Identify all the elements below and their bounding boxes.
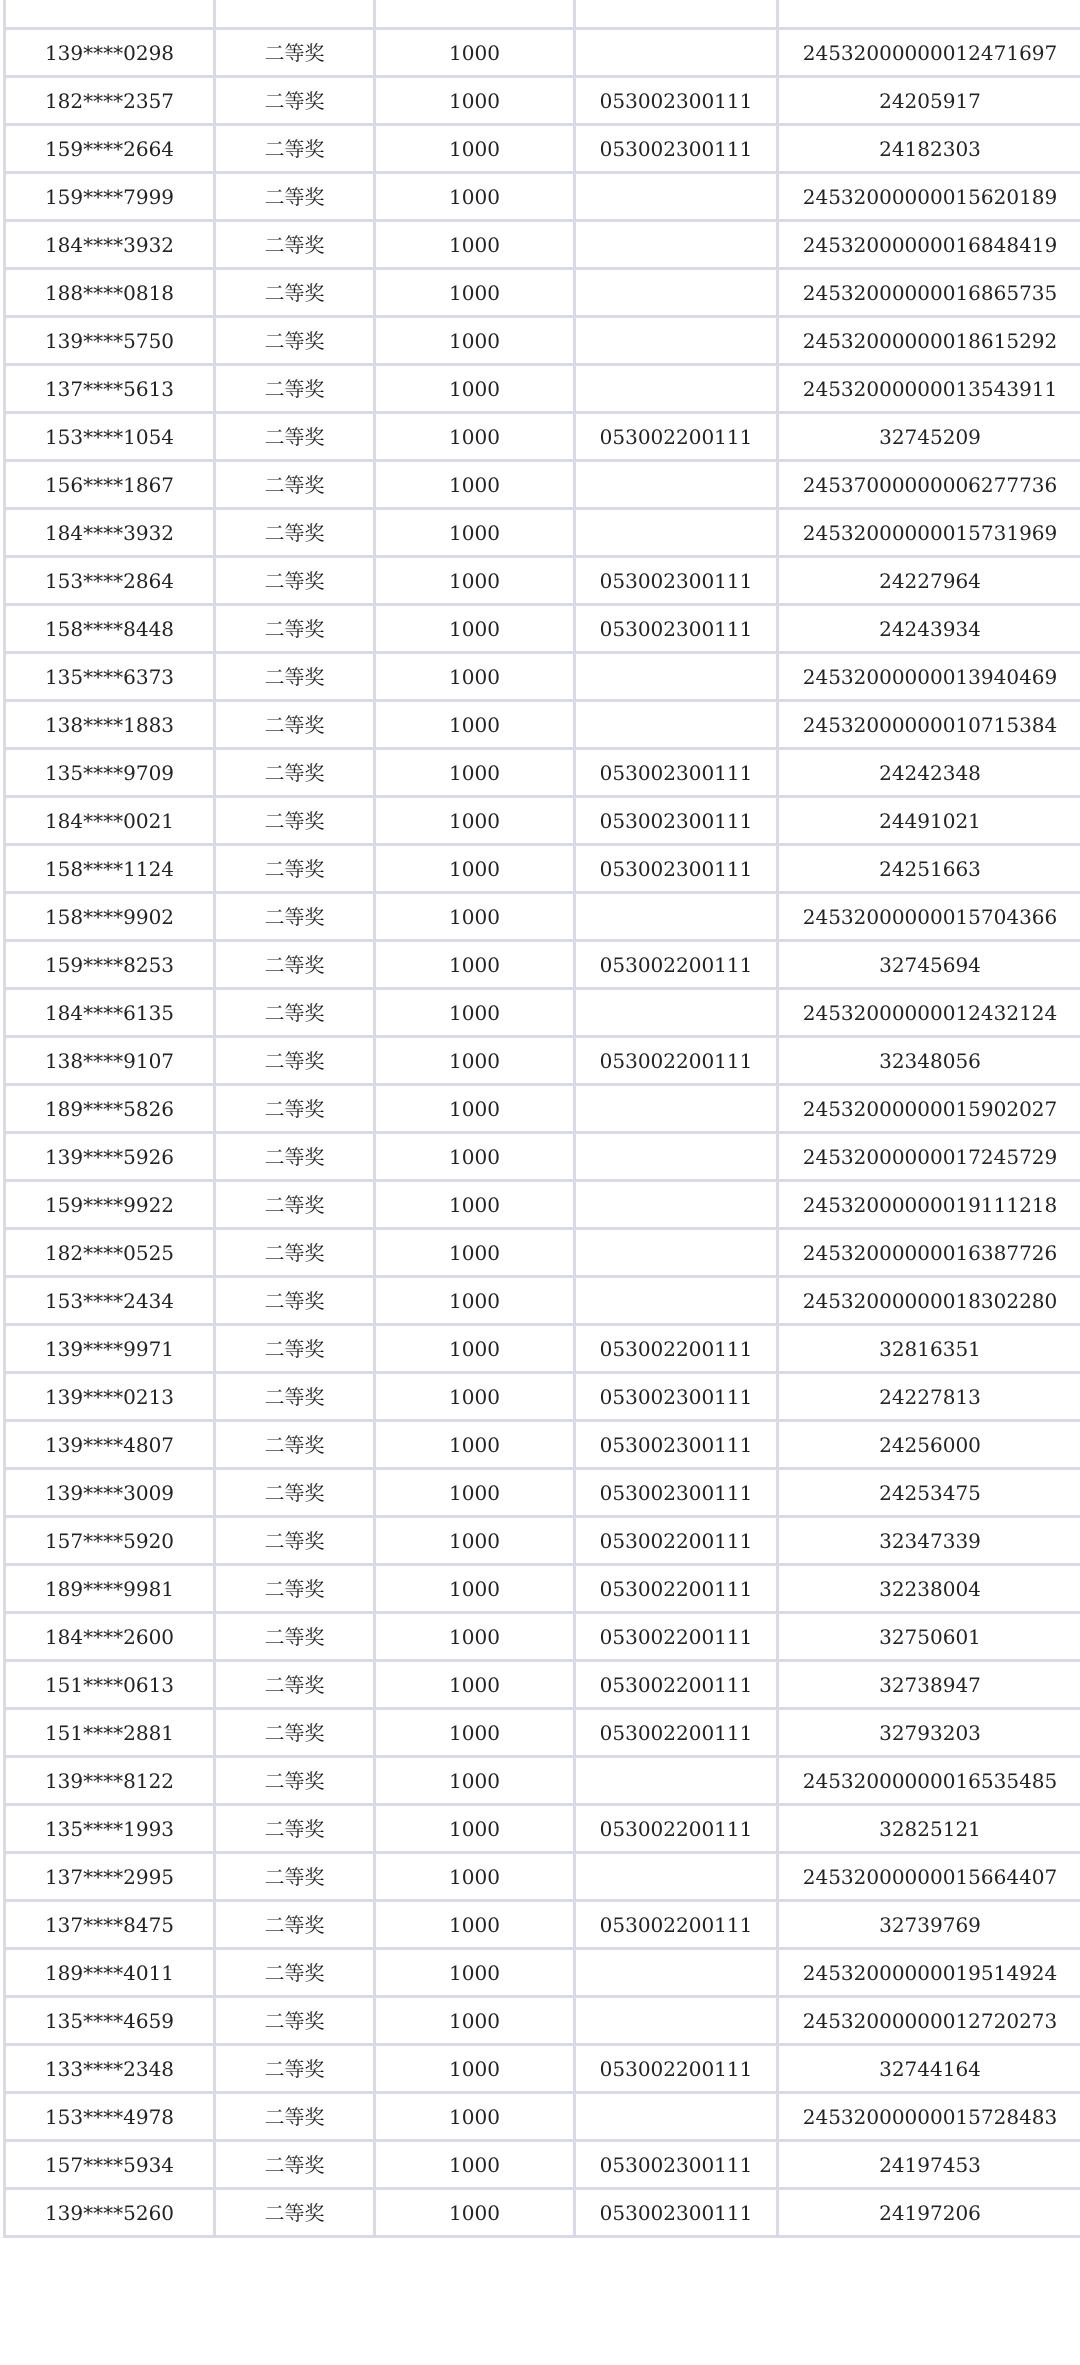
prize-level-cell: 二等奖 — [215, 1949, 375, 1997]
invoice-number-cell: 24227813 — [778, 1373, 1080, 1421]
amount-cell: 1000 — [375, 1133, 575, 1181]
phone-cell: 133****2348 — [5, 2045, 215, 2093]
table-row — [5, 1085, 1080, 1133]
amount-cell: 1000 — [375, 1421, 575, 1469]
amount-cell: 1000 — [375, 1901, 575, 1949]
phone-cell: 188****0818 — [5, 269, 215, 317]
phone-cell: 137****5613 — [5, 365, 215, 413]
prize-level-cell: 二等奖 — [215, 1133, 375, 1181]
phone-cell: 189****5826 — [5, 1085, 215, 1133]
prize-level-cell: 二等奖 — [215, 893, 375, 941]
table-row — [5, 2045, 1080, 2093]
invoice-number-cell: 24532000000015664407 — [778, 1853, 1080, 1901]
invoice-code-cell — [575, 1133, 778, 1181]
amount-cell: 1000 — [375, 1229, 575, 1277]
table-row — [5, 2189, 1080, 2237]
invoice-code-cell — [575, 221, 778, 269]
prize-level-cell: 二等奖 — [215, 1469, 375, 1517]
prize-level-cell: 二等奖 — [215, 125, 375, 173]
prize-level-cell: 二等奖 — [215, 509, 375, 557]
phone-cell: 157****5934 — [5, 2141, 215, 2189]
invoice-number-cell: 24532000000016535485 — [778, 1757, 1080, 1805]
amount-cell: 1000 — [375, 29, 575, 77]
amount-cell: 1000 — [375, 797, 575, 845]
invoice-number-cell: 24532000000010715384 — [778, 701, 1080, 749]
amount-cell: 1000 — [375, 2141, 575, 2189]
invoice-number-cell: 24227964 — [778, 557, 1080, 605]
amount-cell: 1000 — [375, 1469, 575, 1517]
amount-cell: 1000 — [375, 221, 575, 269]
phone-cell: 139****5926 — [5, 1133, 215, 1181]
invoice-number-cell: 24532000000015620189 — [778, 173, 1080, 221]
invoice-number-cell: 32744164 — [778, 2045, 1080, 2093]
prize-level-cell: 二等奖 — [215, 2093, 375, 2141]
invoice-number-cell: 32750601 — [778, 1613, 1080, 1661]
phone-cell: 153****2864 — [5, 557, 215, 605]
invoice-number-cell: 32738947 — [778, 1661, 1080, 1709]
invoice-number-cell: 24532000000018615292 — [778, 317, 1080, 365]
amount-cell: 1000 — [375, 1613, 575, 1661]
invoice-code-cell — [575, 1757, 778, 1805]
prize-level-cell: 二等奖 — [215, 1997, 375, 2045]
invoice-number-cell: 32238004 — [778, 1565, 1080, 1613]
amount-cell: 1000 — [375, 269, 575, 317]
table-row — [5, 1277, 1080, 1325]
phone-cell: 189****4011 — [5, 1949, 215, 1997]
prize-level-cell: 二等奖 — [215, 1805, 375, 1853]
amount-cell: 1000 — [375, 1085, 575, 1133]
phone-cell: 159****9922 — [5, 1181, 215, 1229]
prize-level-cell: 二等奖 — [215, 2045, 375, 2093]
amount-cell: 1000 — [375, 365, 575, 413]
invoice-code-cell: 053002300111 — [575, 605, 778, 653]
table-row — [5, 1757, 1080, 1805]
phone-cell: 153****4978 — [5, 2093, 215, 2141]
phone-cell: 158****8448 — [5, 605, 215, 653]
invoice-number-cell: 24491021 — [778, 797, 1080, 845]
table-row — [5, 989, 1080, 1037]
prize-level-cell: 二等奖 — [215, 1181, 375, 1229]
prize-level-cell: 二等奖 — [215, 2189, 375, 2237]
table-row — [5, 77, 1080, 125]
phone-cell: 139****0213 — [5, 1373, 215, 1421]
table-row — [5, 29, 1080, 77]
invoice-code-cell — [575, 1085, 778, 1133]
prize-level-cell: 二等奖 — [215, 221, 375, 269]
prize-level-cell: 二等奖 — [215, 989, 375, 1037]
invoice-code-cell: 053002200111 — [575, 1037, 778, 1085]
prize-level-cell: 二等奖 — [215, 77, 375, 125]
invoice-number-cell: 24532000000016848419 — [778, 221, 1080, 269]
invoice-code-cell: 053002200111 — [575, 1709, 778, 1757]
prize-level-cell: 二等奖 — [215, 1325, 375, 1373]
invoice-number-cell: 24251663 — [778, 845, 1080, 893]
table-row — [5, 893, 1080, 941]
amount-cell: 1000 — [375, 1373, 575, 1421]
invoice-number-cell: 24197206 — [778, 2189, 1080, 2237]
phone-cell: 139****4807 — [5, 1421, 215, 1469]
prize-level-cell: 二等奖 — [215, 1037, 375, 1085]
table-row — [5, 1709, 1080, 1757]
invoice-number-cell: 24532000000012720273 — [778, 1997, 1080, 2045]
table-row — [5, 125, 1080, 173]
prize-level-cell: 二等奖 — [215, 317, 375, 365]
phone-cell: 138****9107 — [5, 1037, 215, 1085]
invoice-code-cell — [575, 989, 778, 1037]
invoice-code-cell: 053002200111 — [575, 1565, 778, 1613]
invoice-code-cell — [575, 509, 778, 557]
amount-cell: 1000 — [375, 2045, 575, 2093]
table-row — [5, 1421, 1080, 1469]
prize-level-cell: 二等奖 — [215, 1661, 375, 1709]
phone-cell: 159****7999 — [5, 173, 215, 221]
phone-cell: 139****9971 — [5, 1325, 215, 1373]
amount-cell: 1000 — [375, 1709, 575, 1757]
amount-cell: 1000 — [375, 461, 575, 509]
invoice-number-cell: 24532000000015902027 — [778, 1085, 1080, 1133]
table-row — [5, 2141, 1080, 2189]
table-row — [5, 1181, 1080, 1229]
phone-cell: 153****1054 — [5, 413, 215, 461]
invoice-number-cell: 24532000000012471697 — [778, 29, 1080, 77]
invoice-code-cell: 053002200111 — [575, 2045, 778, 2093]
invoice-number-cell: 24532000000013940469 — [778, 653, 1080, 701]
table-row — [5, 845, 1080, 893]
invoice-number-cell: 24197453 — [778, 2141, 1080, 2189]
amount-cell: 1000 — [375, 941, 575, 989]
amount-cell: 1000 — [375, 125, 575, 173]
amount-cell: 1000 — [375, 509, 575, 557]
invoice-number-cell: 24532000000015704366 — [778, 893, 1080, 941]
invoice-number-cell: 24243934 — [778, 605, 1080, 653]
table-row — [5, 1949, 1080, 1997]
amount-cell: 1000 — [375, 317, 575, 365]
prize-level-cell: 二等奖 — [215, 1277, 375, 1325]
phone-cell: 135****9709 — [5, 749, 215, 797]
phone-cell: 137****2995 — [5, 1853, 215, 1901]
invoice-number-cell: 24532000000016387726 — [778, 1229, 1080, 1277]
amount-cell: 1000 — [375, 1325, 575, 1373]
phone-cell: 158****9902 — [5, 893, 215, 941]
invoice-number-cell: 32793203 — [778, 1709, 1080, 1757]
invoice-code-cell: 053002300111 — [575, 1469, 778, 1517]
phone-cell: 159****2664 — [5, 125, 215, 173]
phone-cell: 184****2600 — [5, 1613, 215, 1661]
prize-level-cell: 二等奖 — [215, 557, 375, 605]
invoice-code-cell — [575, 269, 778, 317]
invoice-code-cell: 053002300111 — [575, 125, 778, 173]
prize-level-cell: 二等奖 — [215, 1229, 375, 1277]
amount-cell: 1000 — [375, 173, 575, 221]
table-row — [5, 1901, 1080, 1949]
prize-level-cell: 二等奖 — [215, 1517, 375, 1565]
amount-cell: 1000 — [375, 653, 575, 701]
invoice-number-cell: 32348056 — [778, 1037, 1080, 1085]
amount-cell: 1000 — [375, 1565, 575, 1613]
invoice-code-cell: 053002300111 — [575, 749, 778, 797]
invoice-number-cell: 32745694 — [778, 941, 1080, 989]
invoice-number-cell: 32816351 — [778, 1325, 1080, 1373]
amount-cell: 1000 — [375, 1997, 575, 2045]
table-row — [5, 365, 1080, 413]
amount-cell: 1000 — [375, 749, 575, 797]
table-row — [5, 173, 1080, 221]
table-row — [5, 1805, 1080, 1853]
invoice-code-cell: 053002200111 — [575, 1613, 778, 1661]
phone-cell: 189****9981 — [5, 1565, 215, 1613]
prize-level-cell: 二等奖 — [215, 749, 375, 797]
invoice-code-cell — [575, 701, 778, 749]
amount-cell: 1000 — [375, 1757, 575, 1805]
prize-level-cell: 二等奖 — [215, 1901, 375, 1949]
prize-level-cell: 二等奖 — [215, 653, 375, 701]
invoice-code-cell — [575, 1853, 778, 1901]
table-row — [5, 2093, 1080, 2141]
phone-cell: 137****8475 — [5, 1901, 215, 1949]
phone-cell: 139****3009 — [5, 1469, 215, 1517]
table-row — [5, 941, 1080, 989]
phone-cell: 159****8253 — [5, 941, 215, 989]
invoice-code-cell — [575, 1181, 778, 1229]
amount-cell: 1000 — [375, 413, 575, 461]
phone-cell: 138****1883 — [5, 701, 215, 749]
invoice-number-cell: 32745209 — [778, 413, 1080, 461]
amount-cell: 1000 — [375, 1181, 575, 1229]
prize-level-cell: 二等奖 — [215, 605, 375, 653]
prize-level-cell: 二等奖 — [215, 1085, 375, 1133]
table-row — [5, 605, 1080, 653]
invoice-number-cell: 24532000000017245729 — [778, 1133, 1080, 1181]
invoice-number-cell: 24532000000018302280 — [778, 1277, 1080, 1325]
amount-cell: 1000 — [375, 1805, 575, 1853]
invoice-number-cell: 24532000000013543911 — [778, 365, 1080, 413]
invoice-code-cell — [575, 461, 778, 509]
invoice-code-cell: 053002300111 — [575, 2141, 778, 2189]
prize-level-cell: 二等奖 — [215, 1613, 375, 1661]
invoice-code-cell: 053002200111 — [575, 1325, 778, 1373]
prize-level-cell: 二等奖 — [215, 941, 375, 989]
phone-cell: 156****1867 — [5, 461, 215, 509]
phone-cell: 139****0298 — [5, 29, 215, 77]
phone-cell: 153****2434 — [5, 1277, 215, 1325]
invoice-code-cell: 053002300111 — [575, 845, 778, 893]
table-row — [5, 317, 1080, 365]
prize-level-cell: 二等奖 — [215, 1853, 375, 1901]
invoice-code-cell: 053002300111 — [575, 797, 778, 845]
invoice-code-cell — [575, 317, 778, 365]
table-row — [5, 1613, 1080, 1661]
table-row — [5, 1565, 1080, 1613]
table-row — [5, 1469, 1080, 1517]
phone-cell: 151****2881 — [5, 1709, 215, 1757]
invoice-code-cell — [575, 365, 778, 413]
table-row — [5, 1325, 1080, 1373]
prize-level-cell: 二等奖 — [215, 845, 375, 893]
phone-cell: 184****6135 — [5, 989, 215, 1037]
prize-level-cell: 二等奖 — [215, 365, 375, 413]
invoice-code-cell: 053002300111 — [575, 2189, 778, 2237]
invoice-number-cell: 24532000000015728483 — [778, 2093, 1080, 2141]
phone-cell: 139****5260 — [5, 2189, 215, 2237]
table-row-top-edge — [5, 0, 1080, 29]
prize-level-cell: 二等奖 — [215, 413, 375, 461]
table-row — [5, 269, 1080, 317]
prize-level-cell: 二等奖 — [215, 269, 375, 317]
invoice-code-cell: 053002200111 — [575, 1805, 778, 1853]
invoice-code-cell — [575, 173, 778, 221]
prize-level-cell: 二等奖 — [215, 173, 375, 221]
phone-cell: 139****5750 — [5, 317, 215, 365]
invoice-number-cell: 24532000000019111218 — [778, 1181, 1080, 1229]
invoice-code-cell — [575, 29, 778, 77]
amount-cell: 1000 — [375, 2189, 575, 2237]
table-row — [5, 1373, 1080, 1421]
table-row — [5, 509, 1080, 557]
invoice-number-cell: 24205917 — [778, 77, 1080, 125]
invoice-number-cell: 24532000000016865735 — [778, 269, 1080, 317]
invoice-code-cell: 053002200111 — [575, 941, 778, 989]
amount-cell: 1000 — [375, 1037, 575, 1085]
amount-cell: 1000 — [375, 1949, 575, 1997]
invoice-code-cell — [575, 1997, 778, 2045]
amount-cell: 1000 — [375, 605, 575, 653]
table-row — [5, 653, 1080, 701]
table-row — [5, 221, 1080, 269]
phone-cell: 135****4659 — [5, 1997, 215, 2045]
invoice-number-cell: 24253475 — [778, 1469, 1080, 1517]
invoice-code-cell — [575, 1949, 778, 1997]
table-row — [5, 557, 1080, 605]
invoice-number-cell: 24532000000015731969 — [778, 509, 1080, 557]
table-row — [5, 461, 1080, 509]
invoice-code-cell — [575, 1277, 778, 1325]
invoice-code-cell: 053002300111 — [575, 1421, 778, 1469]
table-row — [5, 1661, 1080, 1709]
table-row — [5, 749, 1080, 797]
invoice-code-cell — [575, 653, 778, 701]
prize-level-cell: 二等奖 — [215, 1565, 375, 1613]
phone-cell: 157****5920 — [5, 1517, 215, 1565]
invoice-number-cell: 24242348 — [778, 749, 1080, 797]
invoice-code-cell: 053002200111 — [575, 1901, 778, 1949]
amount-cell: 1000 — [375, 701, 575, 749]
prize-level-cell: 二等奖 — [215, 1421, 375, 1469]
invoice-number-cell: 32739769 — [778, 1901, 1080, 1949]
phone-cell: 158****1124 — [5, 845, 215, 893]
invoice-number-cell: 32347339 — [778, 1517, 1080, 1565]
amount-cell: 1000 — [375, 1517, 575, 1565]
invoice-code-cell — [575, 893, 778, 941]
prize-level-cell: 二等奖 — [215, 29, 375, 77]
table-row — [5, 701, 1080, 749]
amount-cell: 1000 — [375, 893, 575, 941]
phone-cell: 135****1993 — [5, 1805, 215, 1853]
phone-cell: 135****6373 — [5, 653, 215, 701]
phone-cell: 184****3932 — [5, 221, 215, 269]
invoice-code-cell — [575, 2093, 778, 2141]
table-row — [5, 1037, 1080, 1085]
amount-cell: 1000 — [375, 1853, 575, 1901]
winners-table-body — [5, 0, 1080, 2237]
invoice-number-cell: 24537000000006277736 — [778, 461, 1080, 509]
prize-level-cell: 二等奖 — [215, 1709, 375, 1757]
invoice-code-cell: 053002200111 — [575, 1517, 778, 1565]
prize-level-cell: 二等奖 — [215, 701, 375, 749]
amount-cell: 1000 — [375, 989, 575, 1037]
amount-cell: 1000 — [375, 1661, 575, 1709]
phone-cell: 182****0525 — [5, 1229, 215, 1277]
table-row — [5, 1997, 1080, 2045]
table-row — [5, 1517, 1080, 1565]
invoice-code-cell — [575, 1229, 778, 1277]
invoice-code-cell: 053002200111 — [575, 1661, 778, 1709]
amount-cell: 1000 — [375, 77, 575, 125]
invoice-code-cell: 053002300111 — [575, 1373, 778, 1421]
invoice-number-cell: 24182303 — [778, 125, 1080, 173]
amount-cell: 1000 — [375, 845, 575, 893]
amount-cell: 1000 — [375, 2093, 575, 2141]
invoice-code-cell: 053002300111 — [575, 77, 778, 125]
phone-cell: 184****0021 — [5, 797, 215, 845]
prize-level-cell: 二等奖 — [215, 1373, 375, 1421]
phone-cell: 182****2357 — [5, 77, 215, 125]
table-row — [5, 413, 1080, 461]
table-row — [5, 797, 1080, 845]
prize-level-cell: 二等奖 — [215, 797, 375, 845]
phone-cell: 184****3932 — [5, 509, 215, 557]
table-row — [5, 1133, 1080, 1181]
invoice-code-cell: 053002200111 — [575, 413, 778, 461]
invoice-number-cell: 24532000000012432124 — [778, 989, 1080, 1037]
phone-cell: 151****0613 — [5, 1661, 215, 1709]
invoice-number-cell: 24256000 — [778, 1421, 1080, 1469]
prize-level-cell: 二等奖 — [215, 2141, 375, 2189]
invoice-number-cell: 32825121 — [778, 1805, 1080, 1853]
invoice-number-cell: 24532000000019514924 — [778, 1949, 1080, 1997]
table-row — [5, 1229, 1080, 1277]
amount-cell: 1000 — [375, 1277, 575, 1325]
phone-cell: 139****8122 — [5, 1757, 215, 1805]
winners-table — [3, 0, 1080, 2238]
prize-level-cell: 二等奖 — [215, 1757, 375, 1805]
table-row — [5, 1853, 1080, 1901]
prize-level-cell: 二等奖 — [215, 461, 375, 509]
invoice-code-cell: 053002300111 — [575, 557, 778, 605]
amount-cell: 1000 — [375, 557, 575, 605]
